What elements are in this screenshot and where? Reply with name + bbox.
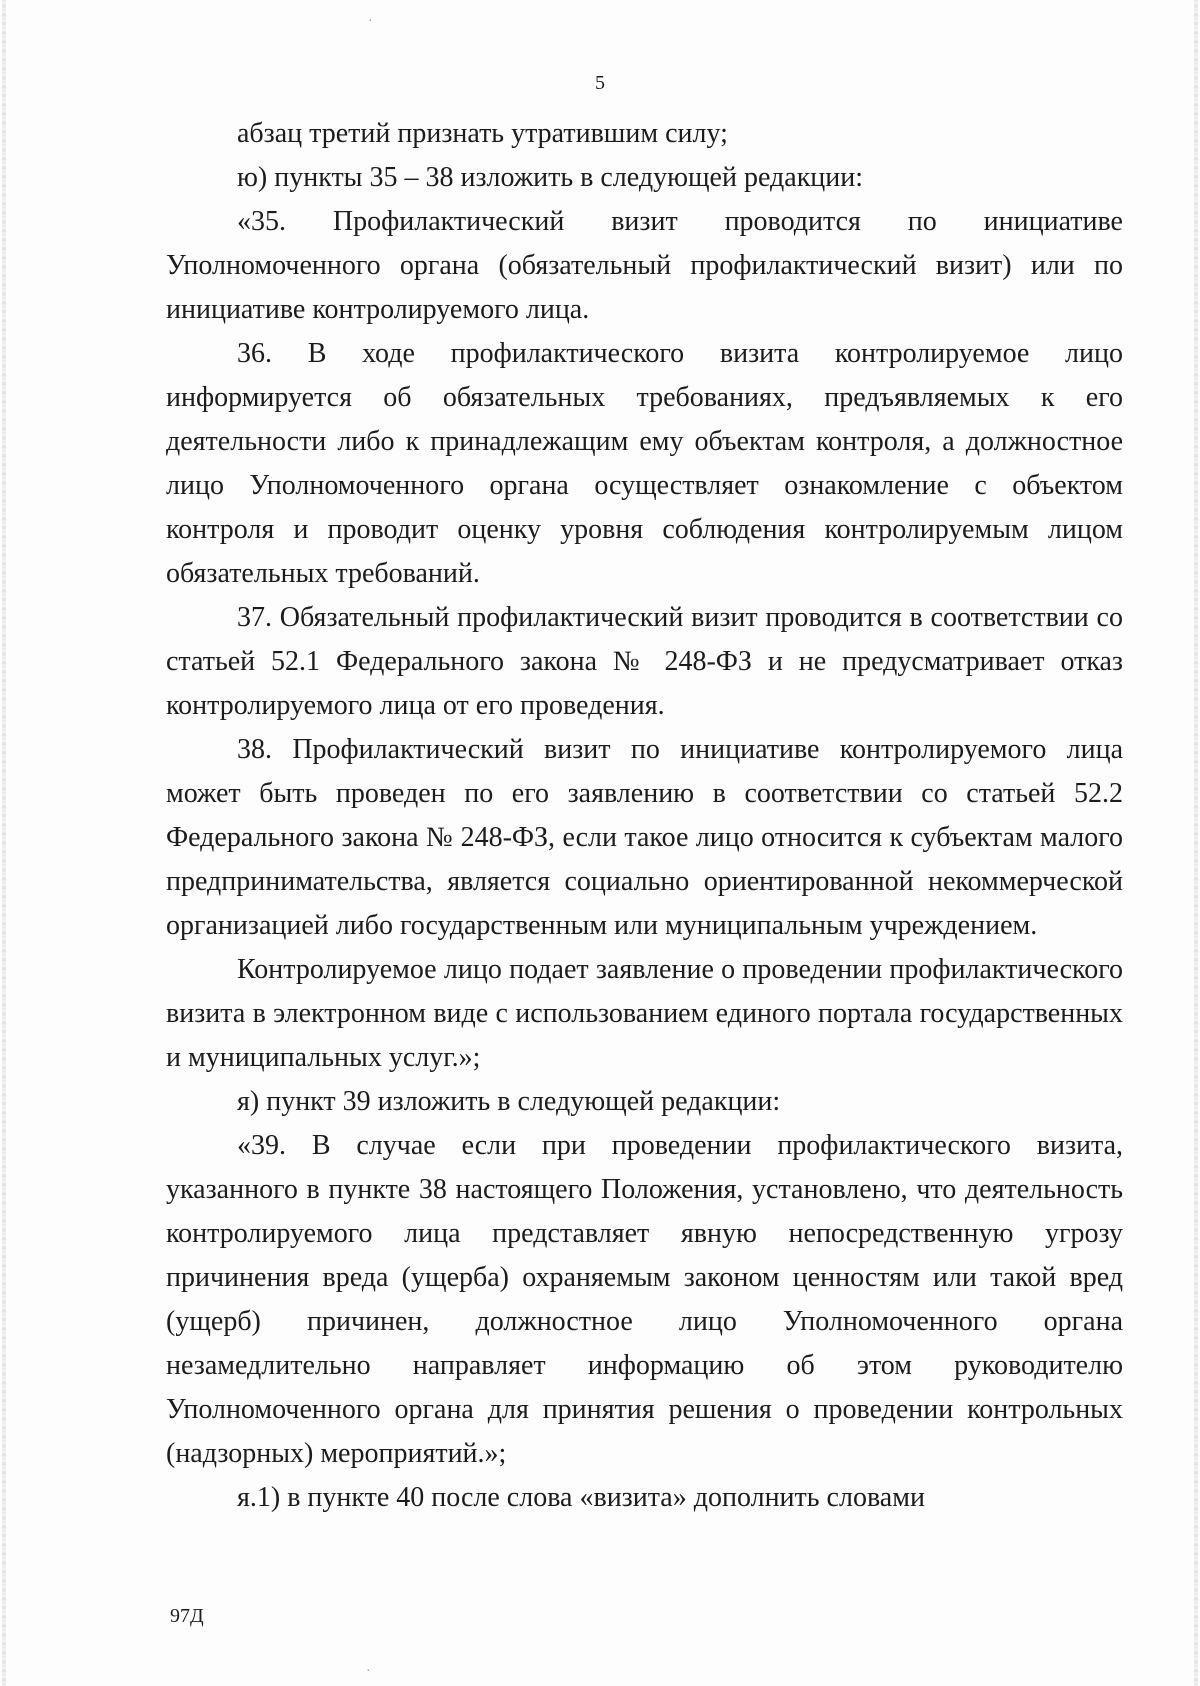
paragraph: «39. В случае если при проведении профилактического визита, указанного в пункте 38 настоящего Положения, установлено, что деятельность контролируемого лица представляет явную непосредственную угрозу причинения вреда (ущерба) охраняемым законом ценностям или такой вред (ущерб) причинен, должностное лицо Уполномоченного органа незамедлительно направляет информацию об этом руководителю Уполномоченного органа для принятия решения о проведении контрольных (надзорных) мероприятий.»;: [166, 1130, 1123, 1469]
document-body: [166, 112, 1123, 1520]
scan-speck: ·: [368, 14, 373, 29]
paragraph: я) пункт 39 изложить в следующей редакции:: [237, 1086, 781, 1117]
paragraph: Контролируемое лицо подает заявление о проведении профилактического визита в электронном виде с использованием единого портала государственных и муниципальных услуг.»;: [166, 954, 1123, 1073]
scan-edge-right: [1194, 0, 1198, 1686]
paragraph: я.1) в пункте 40 после слова «визита» дополнить словами: [237, 1482, 925, 1513]
paragraph: абзац третий признать утратившим силу;: [237, 118, 728, 149]
scan-speck: ·: [366, 1664, 371, 1679]
page-number: 5: [595, 72, 605, 94]
document-code: 97Д: [170, 1605, 204, 1627]
paragraph: 38. Профилактический визит по инициативе контролируемого лица может быть проведен по его заявлению в соответствии со статьей 52.2 Федерального закона № 248-ФЗ, если такое лицо относится к субъектам малого предпринимательства, является социально ориентированной некоммерческой организацией либо государственным или муниципальным учреждением.: [166, 734, 1123, 941]
paragraph: 37. Обязательный профилактический визит проводится в соответствии со статьей 52.1 Федерального закона № 248-ФЗ и не предусматривает отказ контролируемого лица от его проведения.: [166, 602, 1123, 721]
paragraph: «35. Профилактический визит проводится по инициативе Уполномоченного органа (обязательный профилактический визит) или по инициативе контролируемого лица.: [166, 206, 1123, 325]
scan-edge-left: [2, 0, 6, 1686]
paragraph: 36. В ходе профилактического визита контролируемое лицо информируется об обязательных требованиях, предъявляемых к его деятельности либо к принадлежащим ему объектам контроля, а должностное лицо Уполномоченного органа осуществляет ознакомление с объектом контроля и проводит оценку уровня соблюдения контролируемым лицом обязательных требований.: [166, 338, 1123, 589]
paragraph: ю) пункты 35 – 38 изложить в следующей редакции:: [237, 162, 864, 193]
